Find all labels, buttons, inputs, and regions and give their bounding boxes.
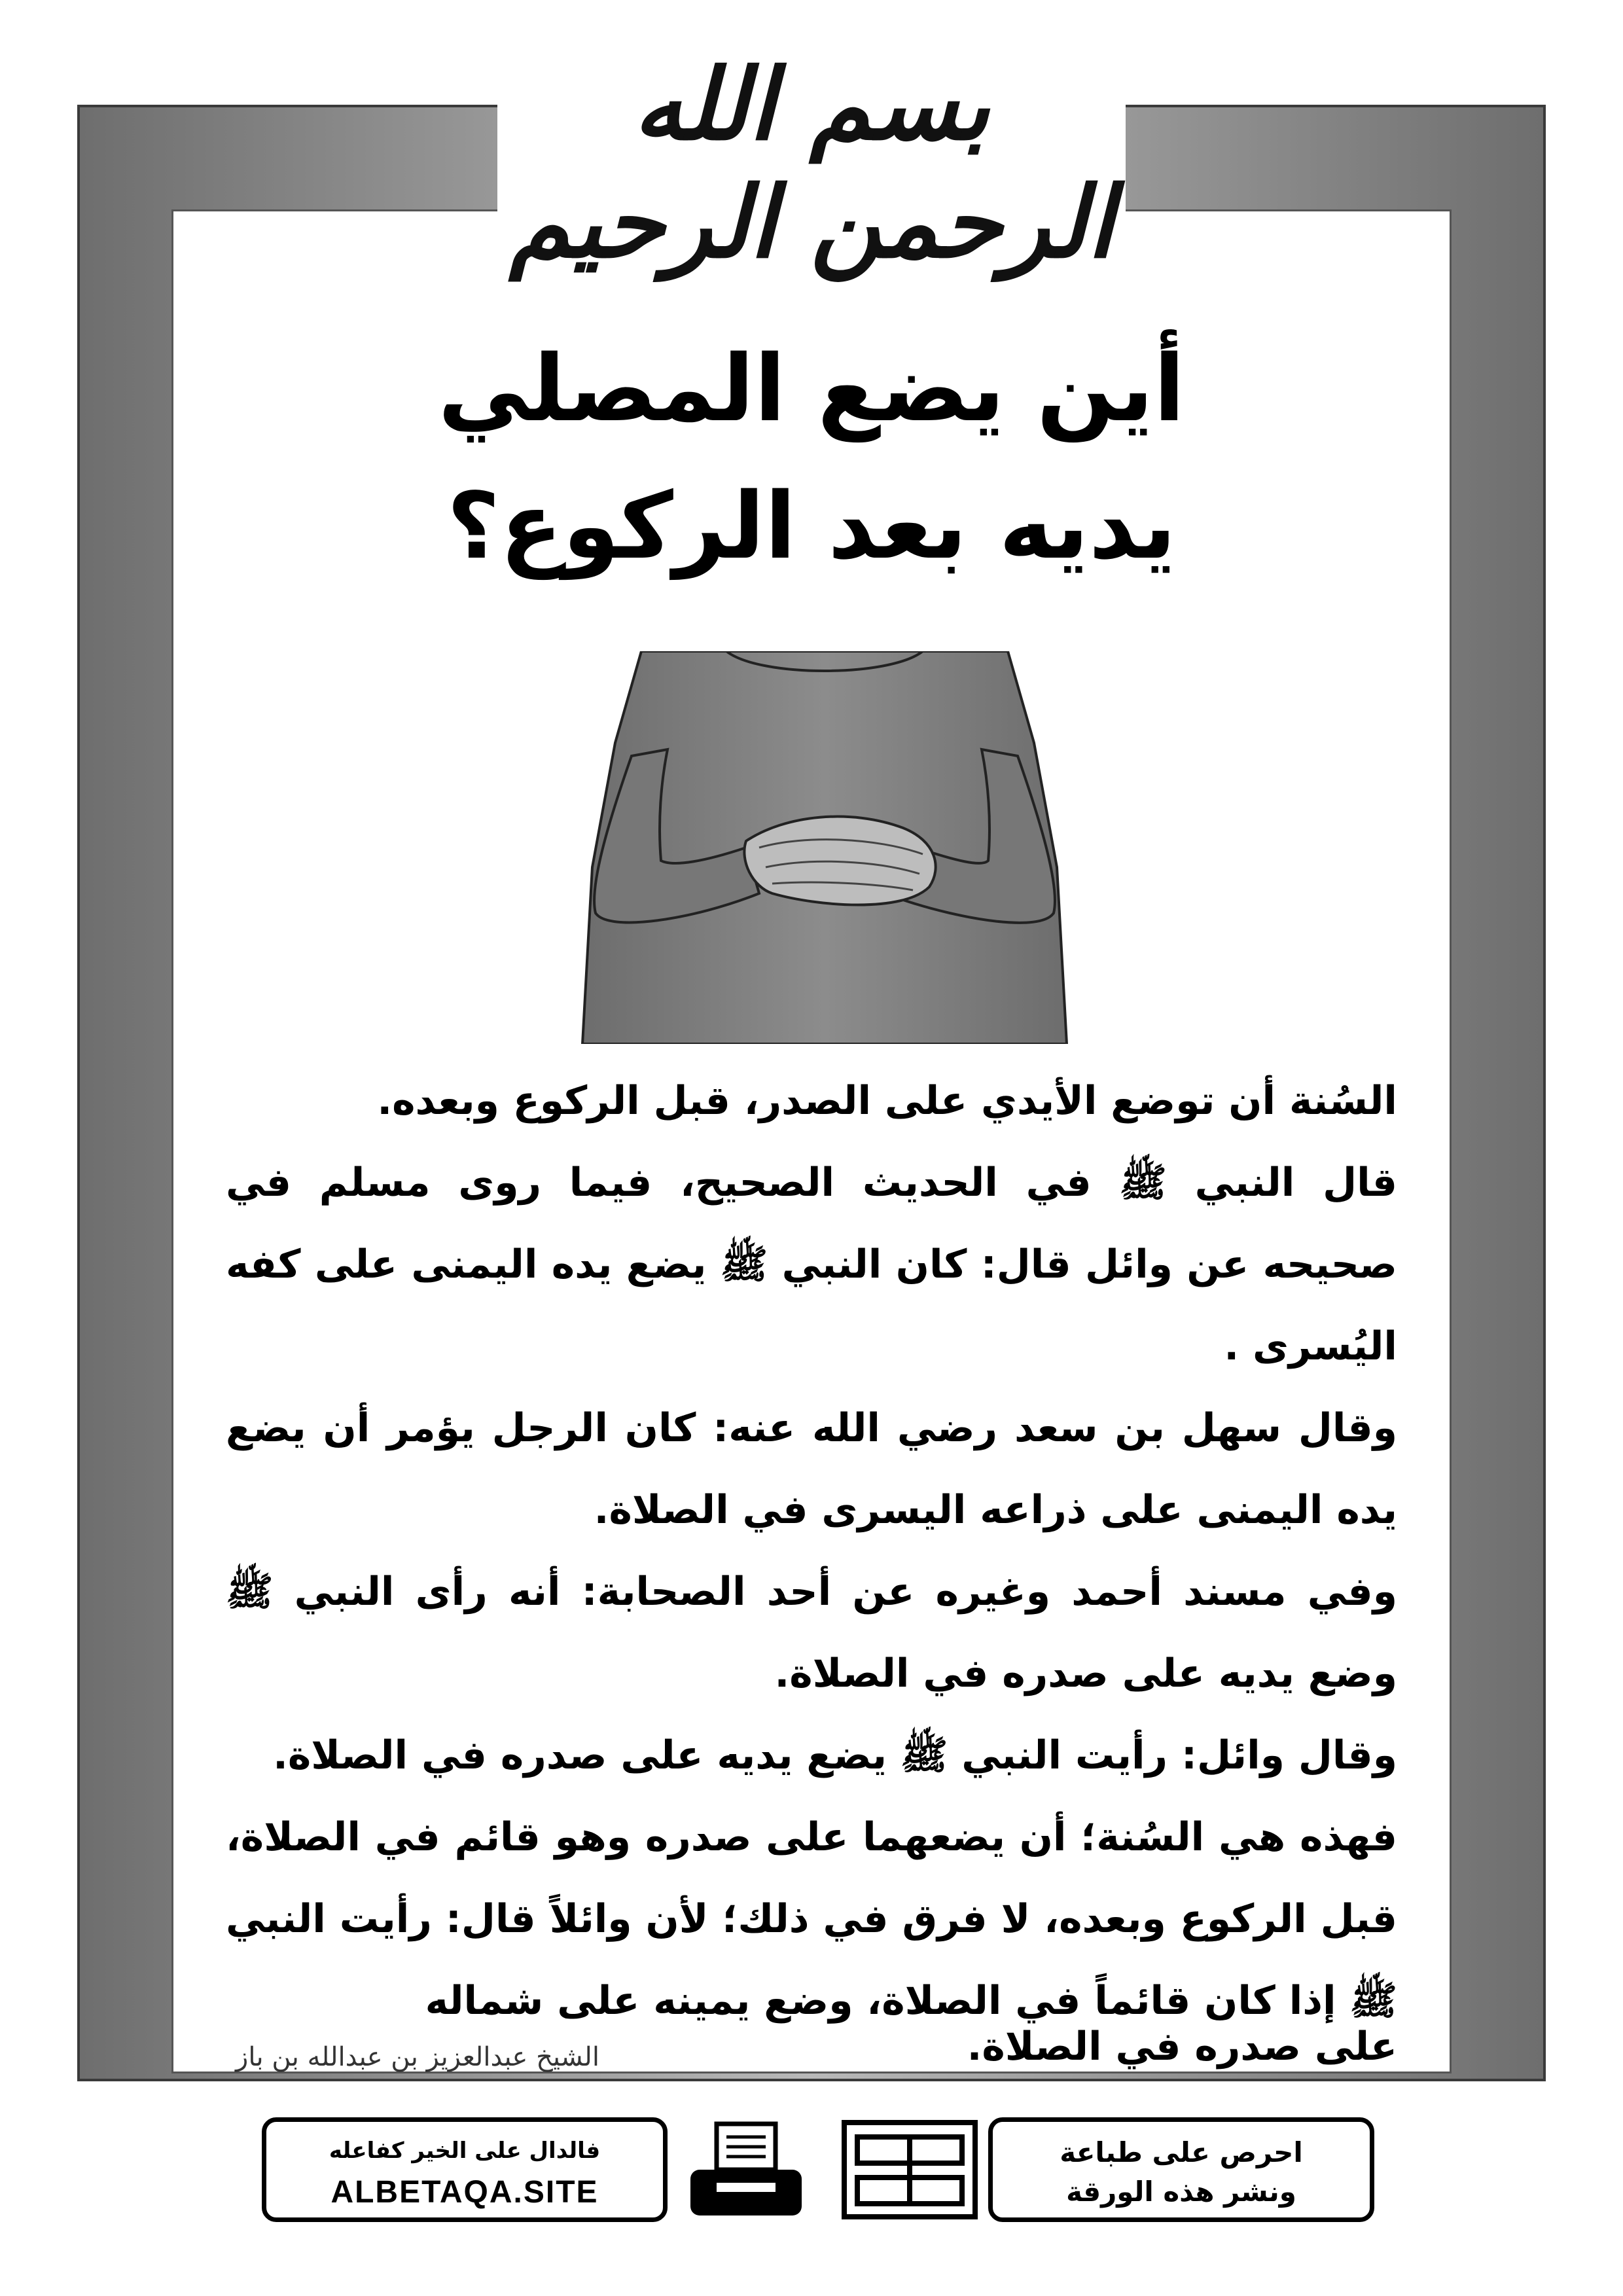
paragraph-3: وقال سهل بن سعد رضي الله عنه: كان الرجل يؤمر أن يضع يده اليمنى على ذراعه اليسرى في الصلاة. [226, 1405, 1397, 1533]
print-reminder-line-2: ونشر هذه الورقة [1066, 2176, 1296, 2208]
printer-icon [681, 2117, 812, 2222]
proverb-text: فالدال على الخير كفاعله [329, 2138, 601, 2164]
dawat-alwaraqa-logo [838, 2117, 982, 2222]
basmala-calligraphy: بسم الله الرحمن الرحيم [509, 47, 1114, 280]
website-url[interactable]: ALBETAQA.SITE [330, 2175, 599, 2210]
page-title-line-1: أين يضع المصلي [438, 336, 1185, 442]
footer-bar [262, 2117, 1374, 2222]
article-body [226, 1060, 1397, 2042]
author-attribution: الشيخ عبدالعزيز بن عبدالله بن باز [236, 2042, 599, 2072]
paragraph-1: السُنة أن توضع الأيدي على الصدر، قبل الركوع وبعده. [377, 1078, 1397, 1124]
page-title-line-2: يديه بعد الركوع؟ [446, 473, 1177, 580]
print-reminder-line-1: احرص على طباعة [1060, 2136, 1303, 2168]
print-reminder-box [988, 2117, 1374, 2222]
paragraph-2: قال النبي ﷺ في الحديث الصحيح، فيما روى مسلم في صحيحه عن وائل قال: كان النبي ﷺ يضع يده اليمنى على كفه اليُسرى . [226, 1160, 1397, 1369]
praying-hands-illustration [510, 651, 1139, 1044]
closing-line: على صدره في الصلاة. [967, 2024, 1397, 2070]
paragraph-4: وفي مسند أحمد وغيره عن أحد الصحابة: أنه رأى النبي ﷺ وضع يديه على صدره في الصلاة. [226, 1569, 1397, 1696]
website-box [262, 2117, 668, 2222]
paragraph-5: وقال وائل: رأيت النبي ﷺ يضع يديه على صدره في الصلاة. [273, 1732, 1397, 1778]
paragraph-6: فهذه هي السُنة؛ أن يضعهما على صدره وهو قائم في الصلاة، قبل الركوع وبعده، لا فرق في ذلك؛ لأن وائلاً قال: رأيت النبي ﷺ إذا كان قائماً في الصلاة، وضع يمينه على شماله [226, 1814, 1397, 2024]
